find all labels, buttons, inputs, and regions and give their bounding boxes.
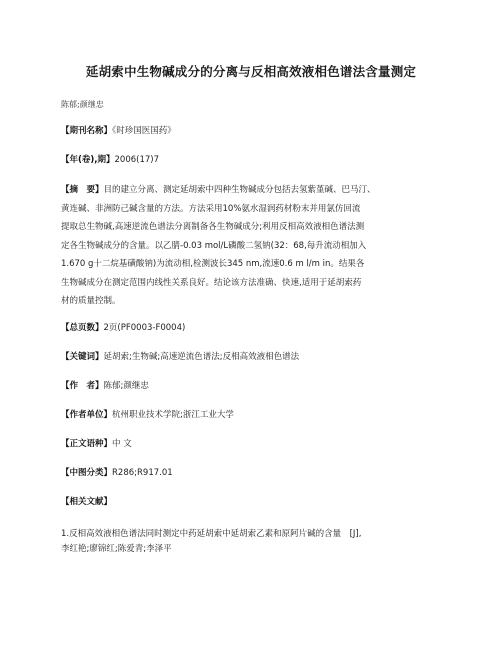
document-title: 延胡索中生物碱成分的分离与反相高效液相色谱法含量测定 [85, 64, 417, 79]
year-value: 2006(17)7 [114, 155, 159, 165]
abstract-line: 定各生物碱成分的含量。以乙腈-0.03 mol/L磷酸二氢钠(32：68,每升流动相加入 [61, 241, 367, 251]
abstract-line: 提取总生物碱,高速逆流色谱法分离制备各生物碱成分;利用反相高效液相色谱法测 [61, 222, 365, 232]
related-item-authors: 李红艳;廖锦红;陈爱青;李泽平 [61, 544, 172, 554]
clc-value: R286;R917.01 [112, 468, 173, 478]
author-field [61, 379, 446, 394]
abstract-label: 【摘 要】 [61, 185, 104, 195]
keywords-value: 延胡索;生物碱;高速逆流色谱法;反相高效液相色谱法 [103, 352, 300, 362]
year-label: 【年(卷),期】 [61, 155, 115, 165]
year-field [61, 153, 446, 168]
language-value: 中 文 [112, 439, 132, 449]
related-item-title[interactable]: 1.反相高效液相色谱法同时测定中药延胡索中延胡索乙素和原阿片碱的含量 [J], [61, 529, 362, 539]
pages-value: 2页(PF0003-F0004) [103, 323, 186, 333]
affiliation-label: 【作者单位】 [61, 410, 113, 420]
abstract-line: 1.670 g十二烷基磺酸钠)为流动相,检测波长345 nm,流速0.6 m l/m in。结果各 [61, 259, 365, 269]
journal-field [61, 124, 446, 139]
clc-label: 【中图分类】 [61, 468, 113, 478]
keywords-label: 【关键词】 [61, 352, 104, 362]
affiliation-field [61, 408, 446, 423]
related-label: 【相关文献】 [61, 497, 113, 507]
abstract-line: 生物碱成分在测定范围内线性关系良好。结论该方法准确、快速,适用于延胡索药 [61, 278, 362, 288]
clc-field [61, 466, 446, 481]
journal-label: 【期刊名称】 [61, 126, 113, 136]
author-value: 陈郁;颜继忠 [103, 381, 149, 391]
affiliation-value: 杭州职业技术学院;浙江工业大学 [112, 410, 234, 420]
journal-value: 《时珍国医国药》 [112, 126, 176, 136]
abstract-line: 黄连碱、非洲防己碱含量的方法。方法采用10%氨水湿润药材粉末并用氯仿回流 [61, 204, 361, 214]
author-line: 陈郁;颜继忠 [61, 100, 104, 109]
abstract-line: 【摘 要】目的建立分离、测定延胡索中四种生物碱成分包括去氢紫堇碱、巴马汀、 [61, 185, 376, 195]
keywords-field [61, 350, 446, 365]
abstract-line: 材的质量控制。 [61, 296, 121, 306]
related-heading [61, 495, 446, 510]
pages-field [61, 321, 446, 336]
author-label: 【作 者】 [61, 381, 104, 391]
language-field [61, 437, 446, 452]
pages-label: 【总页数】 [61, 323, 104, 333]
language-label: 【正文语种】 [61, 439, 113, 449]
